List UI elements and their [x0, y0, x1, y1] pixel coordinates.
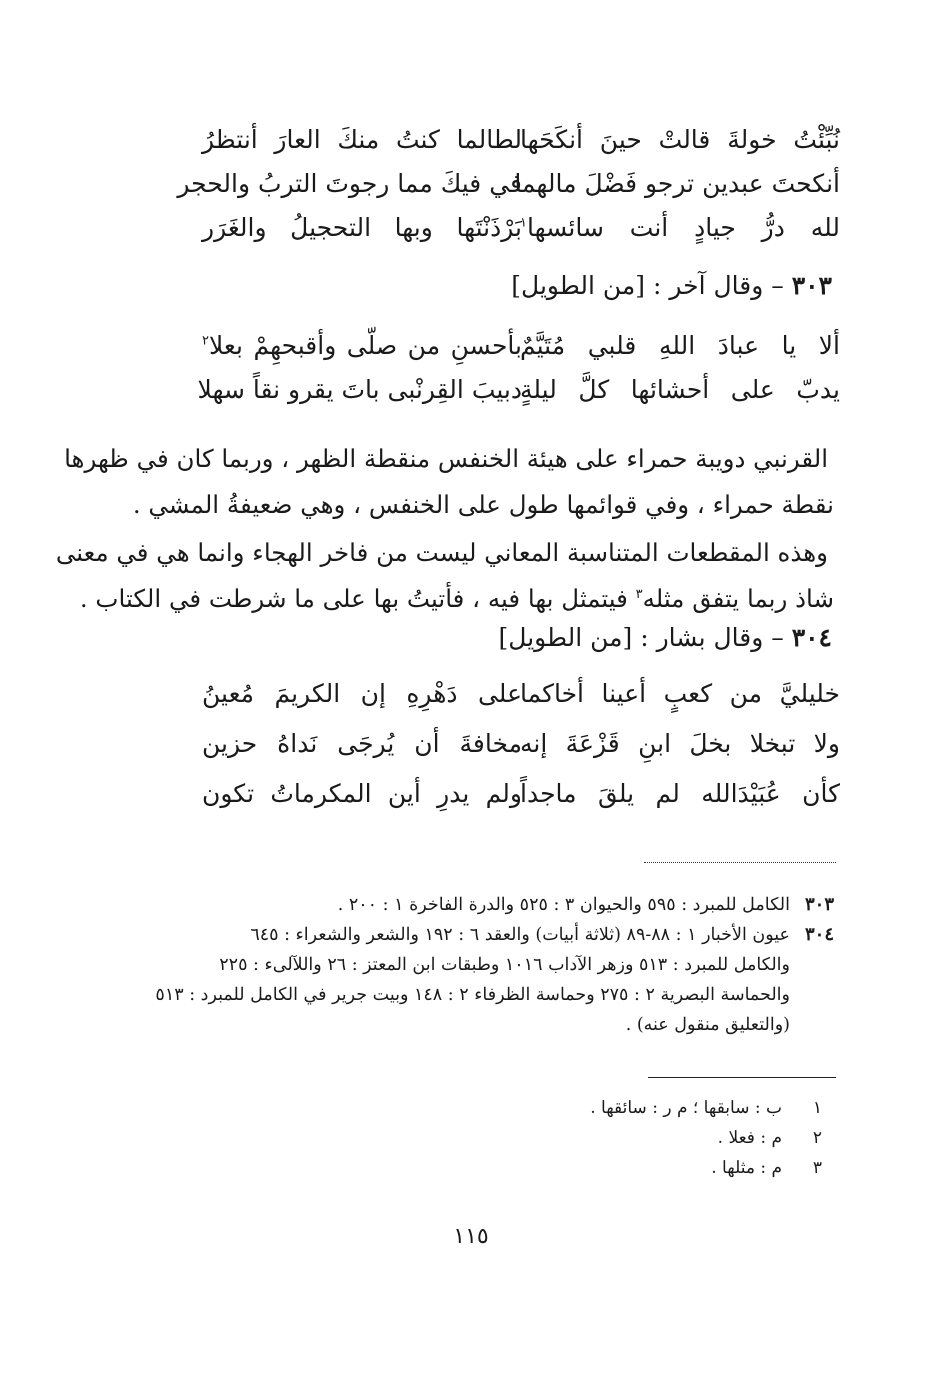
poem-intro: – وقال بشار : [من الطويل] — [498, 623, 784, 652]
verse-second-hemistich: ولم يدرِ أين المكرماتُ تكون — [202, 779, 522, 808]
prose-text: شاذ ربما يتفق مثله — [642, 584, 834, 613]
verse-line — [150, 118, 840, 166]
footnote — [422, 1093, 822, 1123]
poem-number: ٣٠٣ — [791, 271, 832, 300]
poem-number: ٣٠٤ — [791, 623, 832, 652]
footnote-text: ب : سابقها ؛ م ر : سائقها . — [590, 1098, 782, 1118]
footnote-number: ٢ — [812, 1128, 822, 1148]
prose-line: القرنبي دويبة حمراء على هيئة الخنفس منقطة الظهر ، وربما كان في ظهرها — [64, 444, 828, 473]
source-entry — [110, 890, 834, 920]
source-text — [110, 920, 834, 1040]
footnotes-divider — [648, 1077, 836, 1078]
verse-line — [150, 368, 840, 416]
prose-text: فيتمثل بها فيه ، فأتيتُ بها على ما شرطت في الكتاب . — [79, 584, 636, 613]
poem-heading — [511, 266, 832, 306]
footnote-marker: ١ — [520, 215, 527, 231]
prose-line: وهذه المقطعات المتناسبة المعاني ليست من فاخر الهجاء وانما هي في معنى — [55, 538, 828, 567]
source-number: ٣٠٣ — [804, 894, 834, 915]
footnote-marker: ٢ — [202, 333, 209, 349]
sources-divider — [644, 862, 836, 863]
verse-second-hemistich: في فيكَ مما رجوتَ التربُ والحجر — [177, 169, 522, 198]
footnote — [422, 1123, 822, 1153]
source-line: والكامل للمبرد : ٥١٣ وزهر الآداب ١٠١٦ وطبقات ابن المعتز : ٢٦ واللآلىء : ٢٢٥ — [219, 955, 790, 975]
page-number: ١١٥ — [453, 1224, 489, 1249]
verse-text: بأحسنِ من صلّى وأقبحهِمْ بعلا — [208, 331, 522, 360]
footnotes-section — [422, 1093, 822, 1183]
verse-text: لله درُّ جيادٍ أنت سائسها — [526, 213, 840, 242]
verse-second-hemistich: دبيبَ القِرنْبى باتَ يقرو نقاً سهلا — [197, 375, 522, 404]
verse-second-hemistich: بَرْذَنْتَها وبها التحجيلُ والغَرَر — [202, 213, 522, 242]
footnote-number: ١ — [812, 1098, 822, 1118]
poem-heading — [499, 618, 832, 658]
verse-second-hemistich: لطالما كنتُ منكَ العارَ أنتظرُ — [202, 125, 522, 154]
verse-first-hemistich: ألا يا عبادَ اللهِ قلبي مُتَيَّمٌ — [520, 331, 840, 360]
source-entry — [110, 920, 834, 1040]
prose-paragraph — [64, 436, 834, 528]
verse-second-hemistich: على دَهْرِهِ إن الكريمَ مُعينُ — [202, 679, 522, 708]
verse-first-hemistich: خليليَّ من كعبٍ أعينا أخاكما — [520, 679, 840, 708]
footnote-marker: ٣ — [635, 586, 643, 602]
prose-line: نقطة حمراء ، وفي قوائمها طول على الخنفس ، وهي ضعيفةُ المشي . — [132, 490, 834, 519]
verse-first-hemistich: نُبِّئْتُ خولةَ قالتْ حينَ أنكَحَها — [520, 125, 840, 154]
footnote — [422, 1153, 822, 1183]
verse-line — [150, 722, 840, 770]
verse-first-hemistich: يدبّ على أحشائها كلَّ ليلةٍ — [520, 375, 840, 404]
source-line: الكامل للمبرد : ٥٩٥ والحيوان ٣ : ٥٢٥ والدرة الفاخرة ١ : ٢٠٠ . — [337, 895, 790, 915]
verse-second-hemistich — [202, 324, 522, 368]
footnote-number: ٣ — [812, 1158, 822, 1178]
source-text — [110, 890, 834, 920]
source-line: (والتعليق منقول عنه) . — [625, 1015, 790, 1035]
verse-first-hemistich — [520, 206, 840, 250]
footnote-text: م : فعلا . — [717, 1128, 782, 1148]
prose-paragraph — [55, 530, 834, 622]
verse-line — [150, 206, 840, 254]
verse-first-hemistich: كأن عُبَيْدَالله لم يلقَ ماجداً — [520, 779, 840, 808]
poem-intro: – وقال آخر : [من الطويل] — [511, 271, 784, 300]
footnote-text: م : مثلها . — [711, 1158, 782, 1178]
source-line: عيون الأخبار ١ : ٨٨-٨٩ (ثلاثة أبيات) والعقد ٦ : ١٩٢ والشعر والشعراء : ٦٤٥ — [250, 925, 790, 945]
verse-first-hemistich: أنكحتَ عبدين ترجو فَضْلَ مالهما — [514, 169, 840, 198]
sources-section — [110, 890, 834, 1040]
source-line: والحماسة البصرية ٢ : ٢٧٥ وحماسة الظرفاء ٢ : ١٤٨ وبيت جرير في الكامل للمبرد : ٥١٣ — [155, 985, 790, 1005]
verse-line — [150, 772, 840, 820]
source-number: ٣٠٤ — [804, 924, 834, 945]
verse-line — [150, 672, 840, 720]
verse-line — [150, 324, 840, 372]
prose-line — [79, 576, 834, 622]
verse-first-hemistich: ولا تبخلا بخلَ ابنِ قَزْعَةَ إنه — [520, 729, 840, 758]
verse-second-hemistich: مخافةَ أن يُرجَى نَداهُ حزين — [202, 729, 522, 758]
verse-line — [150, 162, 840, 210]
